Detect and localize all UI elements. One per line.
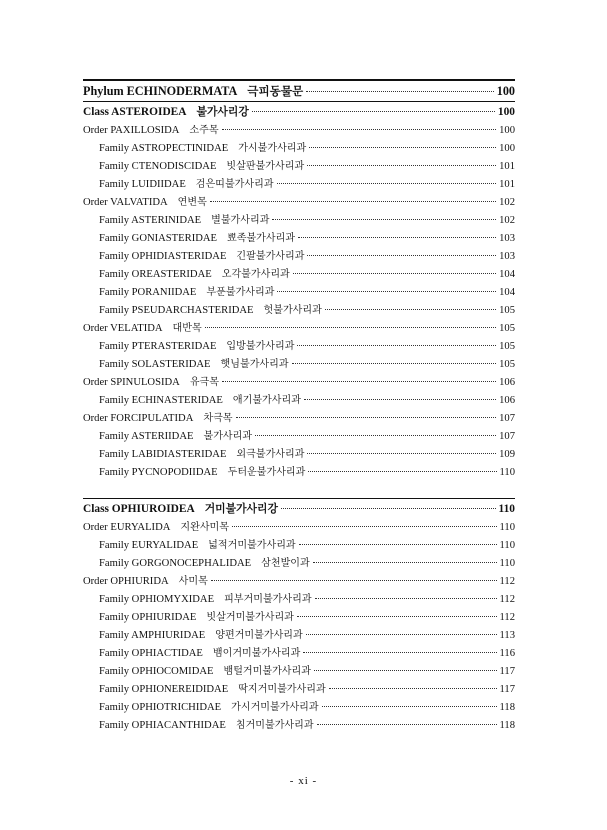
toc-page-number: 106 bbox=[499, 395, 515, 406]
toc-page-number: 113 bbox=[499, 630, 515, 641]
toc-entry-family bbox=[83, 428, 515, 446]
dot-leader bbox=[297, 345, 496, 346]
dot-leader bbox=[299, 544, 497, 545]
toc-korean-name: 연변목 bbox=[177, 197, 207, 208]
toc-page-number: 103 bbox=[499, 251, 515, 262]
dot-leader bbox=[205, 327, 496, 328]
toc-page-number: 103 bbox=[499, 233, 515, 244]
toc-page-number: 110 bbox=[498, 503, 515, 515]
toc-korean-name: 햇님불가사리과 bbox=[220, 359, 289, 370]
toc-entry-family bbox=[83, 266, 515, 284]
toc-korean-name: 사미목 bbox=[178, 576, 208, 587]
toc-entry-order bbox=[83, 374, 515, 392]
toc-taxon-name: Family EURYALIDAE bbox=[99, 540, 199, 551]
dot-leader bbox=[309, 147, 496, 148]
toc-entry-family bbox=[83, 717, 515, 735]
dot-leader bbox=[317, 724, 497, 725]
dot-leader bbox=[306, 91, 494, 92]
toc-entry-phylum bbox=[83, 79, 515, 101]
toc-taxon-name: Family LABIDIASTERIDAE bbox=[99, 449, 227, 460]
toc-korean-name: 딱지거미불가사리과 bbox=[238, 684, 326, 695]
toc-taxon-name: Family AMPHIURIDAE bbox=[99, 630, 206, 641]
toc-korean-name: 거미불가사리강 bbox=[204, 502, 278, 515]
toc-taxon-name: Family PSEUDARCHASTERIDAE bbox=[99, 305, 254, 316]
toc-taxon-name: Family GORGONOCEPHALIDAE bbox=[99, 558, 252, 569]
toc-taxon-name: Family OPHIOMYXIDAE bbox=[99, 594, 215, 605]
toc-page-number: 117 bbox=[499, 666, 515, 677]
toc-page-number: 100 bbox=[497, 106, 515, 118]
dot-leader bbox=[314, 670, 497, 671]
toc-page-number: 107 bbox=[499, 413, 515, 424]
toc-taxon-name: Family PTERASTERIDAE bbox=[99, 341, 217, 352]
toc-entry-family bbox=[83, 284, 515, 302]
page-number: - xi - bbox=[289, 775, 318, 787]
toc-page-number: 105 bbox=[499, 323, 515, 334]
toc-page-number: 117 bbox=[499, 684, 515, 695]
toc-entry-order bbox=[83, 410, 515, 428]
dot-leader bbox=[277, 291, 496, 292]
toc-korean-name: 빗살판불가사리과 bbox=[226, 161, 305, 172]
toc-entry-family bbox=[83, 356, 515, 374]
dot-leader bbox=[277, 183, 497, 184]
dot-leader bbox=[304, 399, 496, 400]
toc-page-number: 101 bbox=[499, 179, 515, 190]
toc-korean-name: 피부거미불가사리과 bbox=[224, 594, 312, 605]
toc-entry-family bbox=[83, 338, 515, 356]
toc-korean-name: 빗살거미불가사리과 bbox=[206, 612, 294, 623]
toc-entry-family bbox=[83, 555, 515, 573]
toc-entry-family bbox=[83, 609, 515, 627]
dot-leader bbox=[232, 526, 497, 527]
dot-leader bbox=[210, 201, 496, 202]
toc-taxon-name: Order FORCIPULATIDA bbox=[83, 413, 194, 424]
toc-korean-name: 두터운불가사리과 bbox=[227, 467, 306, 478]
toc-page-number: 102 bbox=[499, 215, 515, 226]
toc-entry-order bbox=[83, 320, 515, 338]
toc-korean-name: 긴팔불가사리과 bbox=[236, 251, 305, 262]
toc-korean-name: 불가사리과 bbox=[203, 431, 253, 442]
toc-page-number: 118 bbox=[499, 702, 515, 713]
toc-korean-name: 오각불가사리과 bbox=[221, 269, 290, 280]
toc-entry-family bbox=[83, 230, 515, 248]
toc-korean-name: 극피동물문 bbox=[247, 84, 304, 98]
dot-leader bbox=[308, 471, 496, 472]
dot-leader bbox=[303, 652, 496, 653]
toc-entry-family bbox=[83, 537, 515, 555]
toc-korean-name: 별불가사리과 bbox=[211, 215, 270, 226]
toc-taxon-name: Phylum ECHINODERMATA bbox=[83, 84, 238, 98]
toc-page-number: 105 bbox=[499, 359, 515, 370]
toc-korean-name: 대반목 bbox=[172, 323, 202, 334]
toc-korean-name: 지완사미목 bbox=[180, 522, 229, 533]
toc-entry-class bbox=[83, 498, 515, 519]
dot-leader bbox=[322, 706, 497, 707]
toc-korean-name: 불가사리강 bbox=[196, 105, 249, 118]
toc-korean-name: 헛불가사리과 bbox=[263, 305, 322, 316]
toc-korean-name: 차극목 bbox=[203, 413, 233, 424]
toc-page-number: 110 bbox=[499, 467, 515, 478]
toc-taxon-name: Family CTENODISCIDAE bbox=[99, 161, 217, 172]
toc-page-number: 110 bbox=[499, 558, 515, 569]
toc-page-number: 110 bbox=[499, 522, 515, 533]
dot-leader bbox=[298, 237, 496, 238]
dot-leader bbox=[222, 129, 497, 130]
dot-leader bbox=[255, 435, 496, 436]
toc-page-number: 118 bbox=[499, 720, 515, 731]
toc-taxon-name: Class ASTEROIDEA bbox=[83, 106, 187, 118]
dot-leader bbox=[325, 309, 496, 310]
toc-page-number: 100 bbox=[499, 143, 515, 154]
toc-entry-family bbox=[83, 176, 515, 194]
dot-leader bbox=[211, 580, 497, 581]
toc-page-number: 110 bbox=[499, 540, 515, 551]
toc-korean-name: 넓적거미불가사리과 bbox=[208, 540, 296, 551]
toc-entry-family bbox=[83, 663, 515, 681]
dot-leader bbox=[292, 363, 497, 364]
toc-page-number: 107 bbox=[499, 431, 515, 442]
dot-leader bbox=[329, 688, 497, 689]
toc-taxon-name: Order EURYALIDA bbox=[83, 522, 171, 533]
toc-taxon-name: Family OREASTERIDAE bbox=[99, 269, 212, 280]
dot-leader bbox=[306, 634, 497, 635]
toc-taxon-name: Family ASTERIIDAE bbox=[99, 431, 194, 442]
toc-taxon-name: Order OPHIURIDA bbox=[83, 576, 169, 587]
toc-korean-name: 침거미불가사리과 bbox=[235, 720, 314, 731]
toc-page-number: 104 bbox=[499, 287, 515, 298]
toc-page-number: 106 bbox=[499, 377, 515, 388]
table-of-contents bbox=[83, 79, 515, 735]
dot-leader bbox=[313, 562, 497, 563]
toc-page-number: 112 bbox=[499, 594, 515, 605]
toc-entry-order bbox=[83, 122, 515, 140]
toc-taxon-name: Family ECHINASTERIDAE bbox=[99, 395, 223, 406]
toc-korean-name: 애기불가사리과 bbox=[232, 395, 301, 406]
toc-korean-name: 부푼불가사리과 bbox=[206, 287, 275, 298]
toc-page-number: 101 bbox=[499, 161, 515, 172]
toc-entry-family bbox=[83, 446, 515, 464]
toc-taxon-name: Family OPHIONEREIDIDAE bbox=[99, 684, 229, 695]
toc-korean-name: 삼천발이과 bbox=[261, 558, 310, 569]
toc-entry-family bbox=[83, 158, 515, 176]
toc-taxon-name: Family ASTROPECTINIDAE bbox=[99, 143, 229, 154]
dot-leader bbox=[281, 508, 496, 509]
toc-taxon-name: Order PAXILLOSIDA bbox=[83, 125, 180, 136]
toc-page-number: 105 bbox=[499, 341, 515, 352]
toc-korean-name: 입방불가사리과 bbox=[226, 341, 295, 352]
toc-entry-family bbox=[83, 140, 515, 158]
toc-korean-name: 가시불가사리과 bbox=[238, 143, 307, 154]
dot-leader bbox=[315, 598, 497, 599]
toc-entry-family bbox=[83, 212, 515, 230]
toc-korean-name: 외극불가사리과 bbox=[236, 449, 305, 460]
dot-leader bbox=[236, 417, 497, 418]
toc-korean-name: 유극목 bbox=[189, 377, 219, 388]
dot-leader bbox=[272, 219, 496, 220]
toc-entry-family bbox=[83, 302, 515, 320]
toc-entry-family bbox=[83, 392, 515, 410]
toc-entry-family bbox=[83, 248, 515, 266]
toc-taxon-name: Family OPHIACTIDAE bbox=[99, 648, 203, 659]
toc-page-number: 104 bbox=[499, 269, 515, 280]
dot-leader bbox=[307, 165, 496, 166]
toc-entry-family bbox=[83, 699, 515, 717]
toc-taxon-name: Class OPHIUROIDEA bbox=[83, 503, 195, 515]
toc-page-number: 109 bbox=[499, 449, 515, 460]
toc-entry-family bbox=[83, 591, 515, 609]
toc-taxon-name: Order VELATIDA bbox=[83, 323, 163, 334]
toc-entry-family bbox=[83, 464, 515, 482]
toc-korean-name: 검은띠불가사리과 bbox=[195, 179, 274, 190]
toc-taxon-name: Family GONIASTERIDAE bbox=[99, 233, 217, 244]
toc-taxon-name: Family PORANIIDAE bbox=[99, 287, 197, 298]
dot-leader bbox=[252, 111, 495, 112]
toc-taxon-name: Order SPINULOSIDA bbox=[83, 377, 180, 388]
toc-taxon-name: Family OPHIACANTHIDAE bbox=[99, 720, 226, 731]
toc-taxon-name: Family LUIDIIDAE bbox=[99, 179, 186, 190]
dot-leader bbox=[293, 273, 496, 274]
toc-entry-order bbox=[83, 519, 515, 537]
toc-taxon-name: Family ASTERINIDAE bbox=[99, 215, 202, 226]
toc-taxon-name: Order VALVATIDA bbox=[83, 197, 168, 208]
toc-korean-name: 가시거미불가사리과 bbox=[231, 702, 319, 713]
dot-leader bbox=[307, 255, 496, 256]
toc-page-number: 100 bbox=[499, 125, 515, 136]
toc-entry-class bbox=[83, 101, 515, 122]
toc-page-number: 102 bbox=[499, 197, 515, 208]
toc-taxon-name: Family OPHIDIASTERIDAE bbox=[99, 251, 227, 262]
toc-taxon-name: Family OPHIOCOMIDAE bbox=[99, 666, 214, 677]
toc-korean-name: 소주목 bbox=[189, 125, 219, 136]
toc-korean-name: 뾰족불가사리과 bbox=[227, 233, 296, 244]
toc-taxon-name: Family SOLASTERIDAE bbox=[99, 359, 211, 370]
toc-page-number: 105 bbox=[499, 305, 515, 316]
toc-entry-family bbox=[83, 627, 515, 645]
dot-leader bbox=[307, 453, 496, 454]
toc-entry-family bbox=[83, 681, 515, 699]
toc-korean-name: 뱀이거미불가사리과 bbox=[212, 648, 301, 659]
dot-leader bbox=[297, 616, 497, 617]
toc-taxon-name: Family OPHIOTRICHIDAE bbox=[99, 702, 222, 713]
toc-taxon-name: Family OPHIURIDAE bbox=[99, 612, 197, 623]
toc-page-number: 100 bbox=[496, 84, 515, 98]
toc-page-number: 112 bbox=[499, 576, 515, 587]
toc-page-number: 116 bbox=[499, 648, 515, 659]
toc-entry-order bbox=[83, 194, 515, 212]
toc-korean-name: 뱀털거미불가사리과 bbox=[223, 666, 311, 677]
dot-leader bbox=[222, 381, 496, 382]
toc-korean-name: 양편거미불가사리과 bbox=[215, 630, 303, 641]
toc-entry-order bbox=[83, 573, 515, 591]
toc-taxon-name: Family PYCNOPODIIDAE bbox=[99, 467, 218, 478]
toc-page-number: 112 bbox=[499, 612, 515, 623]
toc-entry-family bbox=[83, 645, 515, 663]
